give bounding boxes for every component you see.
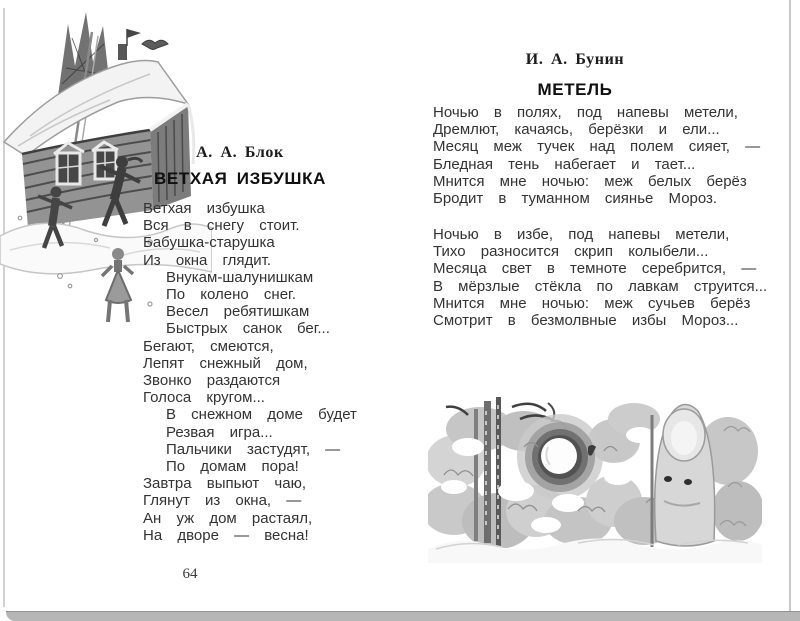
poem-line: Звонко раздаются — [143, 372, 281, 390]
right-author: И. А. Бунин — [525, 51, 625, 68]
poem-line: Из окна глядит. — [143, 251, 272, 269]
poem-line: Дремлют, качаясь, берёзки и ели... — [433, 121, 720, 139]
frost-forest-illustration — [428, 391, 762, 563]
poem-line: Вся в снегу стоит. — [143, 217, 300, 235]
poem-line: Ветхая избушка — [143, 200, 265, 217]
poem-line: На дворе — весна! — [143, 526, 309, 544]
poem-line: Лепят снежный дом, — [143, 354, 308, 372]
right-poem-stanza-1 — [433, 104, 760, 207]
poem-line: Месяц меж тучек над полем сияет, — — [433, 138, 761, 156]
poem-line: Мнится мне ночью: меж белых берёз — [433, 172, 747, 190]
poem-line: Ан уж дом растаял, — [143, 509, 313, 527]
book-bottom-edge — [6, 611, 800, 621]
poem-line: Пальчики застудят, — — [166, 440, 341, 458]
left-poem-title: ВЕТХАЯ ИЗБУШКА — [154, 169, 326, 188]
right-poem-title: МЕТЕЛЬ — [537, 80, 613, 99]
left-poem — [143, 200, 357, 544]
poem-line: Мнится мне ночью: меж сучьев берёз — [433, 294, 751, 312]
poem-line: По колено снег. — [166, 286, 296, 304]
scan-right-page-edge — [789, 0, 791, 613]
poem-line: В снежном доме будет — [166, 406, 357, 424]
poem-line: Бабушка-старушка — [143, 234, 275, 252]
poem-line: Бледная тень набегает и тает... — [433, 155, 696, 173]
poem-line: Смотрит в безмолвные избы Мороз... — [433, 312, 739, 330]
left-author: А. А. Блок — [196, 144, 284, 161]
poem-line: В мёрзлые стёкла по лавкам струится... — [433, 277, 768, 295]
poem-line: Весел ребятишкам — [166, 303, 310, 321]
page-number: 64 — [182, 566, 198, 582]
poem-line: Тихо разносится скрип колыбели... — [433, 243, 709, 261]
right-poem-stanza-2 — [433, 226, 767, 329]
frost-figure — [652, 404, 715, 547]
poem-line: Бродит в туманном сиянье Мороз. — [433, 190, 718, 208]
poem-line: Ночью в избе, под напевы метели, — [433, 226, 730, 243]
poem-line: Быстрых санок бег... — [166, 320, 330, 338]
poem-line: По домам пора! — [166, 458, 299, 476]
poem-line: Завтра выпьют чаю, — [143, 475, 306, 493]
poem-line: Ночью в полях, под напевы метели, — [433, 104, 738, 121]
poem-line: Голоса кругом... — [143, 389, 265, 407]
poem-line: Месяца свет в темноте серебрится, — — [433, 260, 757, 278]
poem-line: Внукам-шалунишкам — [166, 268, 314, 286]
poem-line: Резвая игра... — [166, 423, 273, 441]
poem-line: Бегают, смеются, — [143, 337, 274, 355]
poem-line: Глянут из окна, — — [143, 492, 302, 510]
